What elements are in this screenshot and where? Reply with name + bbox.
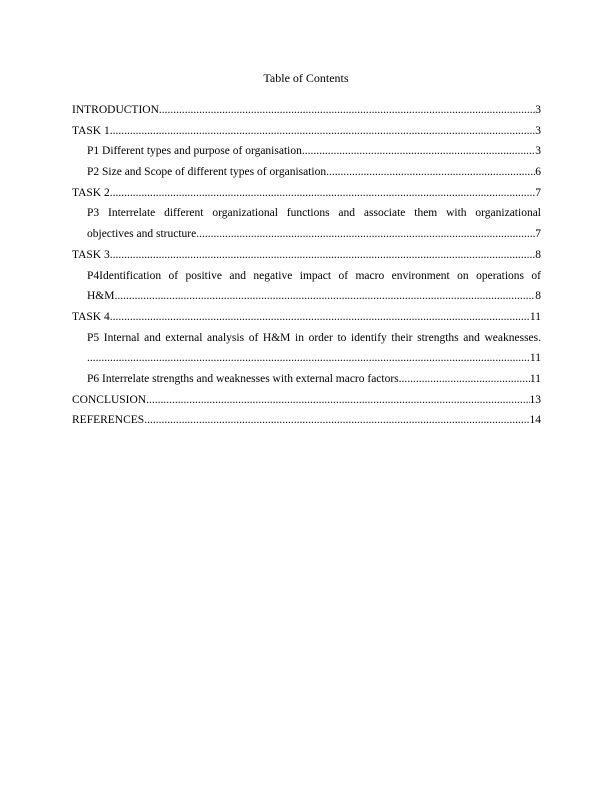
toc-entry-page: 11: [529, 310, 541, 323]
toc-entry-introduction[interactable]: [72, 100, 541, 121]
toc-entry-task-3[interactable]: [72, 245, 541, 266]
toc-entry-conclusion[interactable]: [72, 390, 541, 411]
dot-leader: [114, 286, 535, 307]
toc-entry-page: 8: [535, 248, 541, 261]
toc-entry-page: 7: [535, 186, 541, 199]
toc-entry-page: 11: [529, 372, 541, 385]
toc-entry-task-1[interactable]: [72, 121, 541, 142]
toc-entry-p2[interactable]: [72, 162, 541, 183]
toc-entry-p5-line1[interactable]: P5 Internal and external analysis of H&M in order to identify their strengths and weaknesses.: [87, 331, 541, 344]
toc-entry-p3[interactable]: [72, 224, 541, 245]
dot-leader: [302, 141, 535, 162]
toc-entry-label: H&M: [87, 290, 115, 303]
toc-entry-task-2[interactable]: [72, 183, 541, 204]
toc-entry-label: objectives and structure: [87, 228, 197, 241]
dot-leader: [196, 224, 535, 245]
toc-entry-page: 6: [535, 166, 541, 179]
toc-entry-label: TASK 4: [72, 310, 110, 323]
dot-leader: [110, 245, 536, 266]
toc-entry-p4-line1[interactable]: P4Identification of positive and negative impact of macro environment on operations of: [87, 269, 541, 282]
toc-entry-label: P1 Different types and purpose of organisation: [87, 145, 302, 158]
toc-entry-p6[interactable]: [72, 369, 541, 390]
toc-entry-task-4[interactable]: [72, 307, 541, 328]
toc-entry-p5[interactable]: [72, 348, 541, 369]
page-title: Table of Contents: [263, 71, 349, 85]
toc-entry-label: TASK 2: [72, 186, 110, 199]
toc-entry-p3-line1[interactable]: P3 Interrelate different organizational functions and associate them with organizational: [87, 207, 541, 220]
toc-entry-label: REFERENCES: [72, 414, 145, 427]
dot-leader: [159, 100, 535, 121]
toc-entry-page: 8: [535, 290, 541, 303]
toc-entry-page: 3: [535, 104, 541, 116]
dot-leader: [144, 410, 529, 431]
toc-entry-page: 3: [535, 124, 541, 137]
dot-leader: [399, 369, 530, 390]
dot-leader: [326, 162, 535, 183]
dot-leader: [110, 121, 536, 142]
toc-entry-label: TASK 1: [72, 124, 110, 137]
table-of-contents: [72, 100, 541, 431]
toc-entry-label: TASK 3: [72, 248, 110, 261]
toc-entry-label: P2 Size and Scope of different types of organisation: [87, 166, 327, 179]
toc-entry-p1[interactable]: [72, 141, 541, 162]
toc-entry-label: CONCLUSION: [72, 393, 147, 406]
toc-entry-label: P6 Interrelate strengths and weaknesses with external macro factors: [87, 372, 399, 385]
dot-leader: [87, 348, 530, 369]
toc-entry-page: 7: [535, 228, 541, 241]
dot-leader: [110, 183, 536, 204]
dot-leader: [146, 390, 529, 411]
toc-entry-p4[interactable]: [72, 286, 541, 307]
toc-entry-page: 14: [529, 414, 541, 427]
toc-entry-label: INTRODUCTION: [72, 104, 159, 116]
toc-entry-references[interactable]: [72, 410, 541, 431]
toc-entry-page: 13: [529, 393, 541, 406]
toc-entry-page: 3: [535, 145, 541, 158]
toc-entry-page: 11: [529, 352, 541, 365]
dot-leader: [110, 307, 530, 328]
